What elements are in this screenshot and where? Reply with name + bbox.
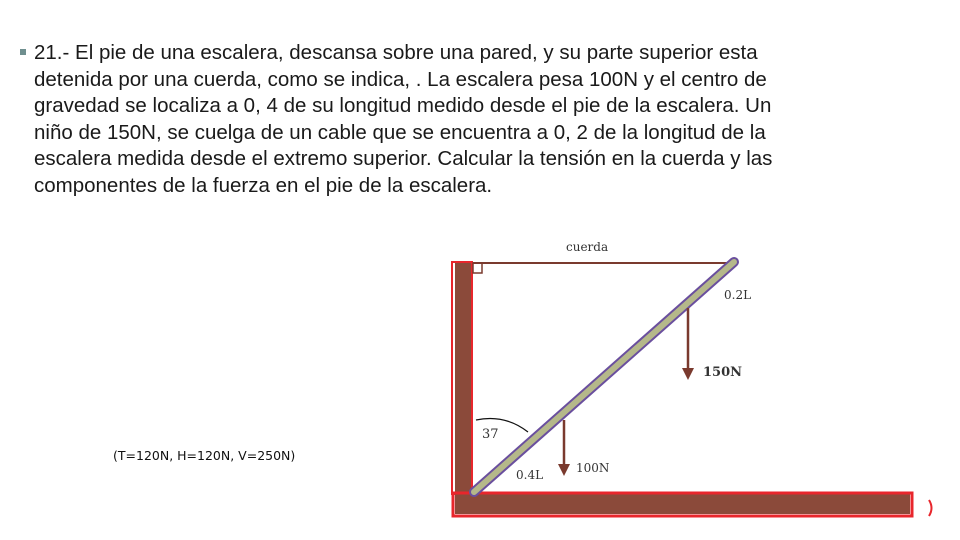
ladder-weight-label: 100N <box>576 461 610 475</box>
answer-text: (T=120N, H=120N, V=250N) <box>113 448 296 463</box>
bottom-fraction-label: 0.4L <box>516 468 544 482</box>
ladder <box>474 262 734 492</box>
rope-label: cuerda <box>566 240 609 254</box>
angle-label: 37 <box>482 427 499 442</box>
problem-text: 21.- El pie de una escalera, descansa sobre una pared, y su parte superior esta detenida por una cuerda, como se indica, . La escalera pesa 100N y el centro de gravedad se localiza a 0, 4 de su longitud medido desde el pie de la escalera. Un niño de 150N, se cuelga de un cable que se encuentra a 0, 2 de la longitud de la escalera medida desde el extremo superior. Calcular la tensión en la cuerda y las componentes de la fuerza en el pie de la escalera. <box>34 41 773 197</box>
right-angle-marker <box>473 263 482 273</box>
wall <box>455 262 473 494</box>
child-weight-label: 150N <box>703 365 743 380</box>
floor <box>455 494 910 514</box>
floor-end-mark <box>929 500 932 516</box>
top-fraction-label: 0.2L <box>724 288 752 302</box>
ladder-weight-arrowhead <box>558 464 570 476</box>
child-weight-arrowhead <box>682 368 694 380</box>
